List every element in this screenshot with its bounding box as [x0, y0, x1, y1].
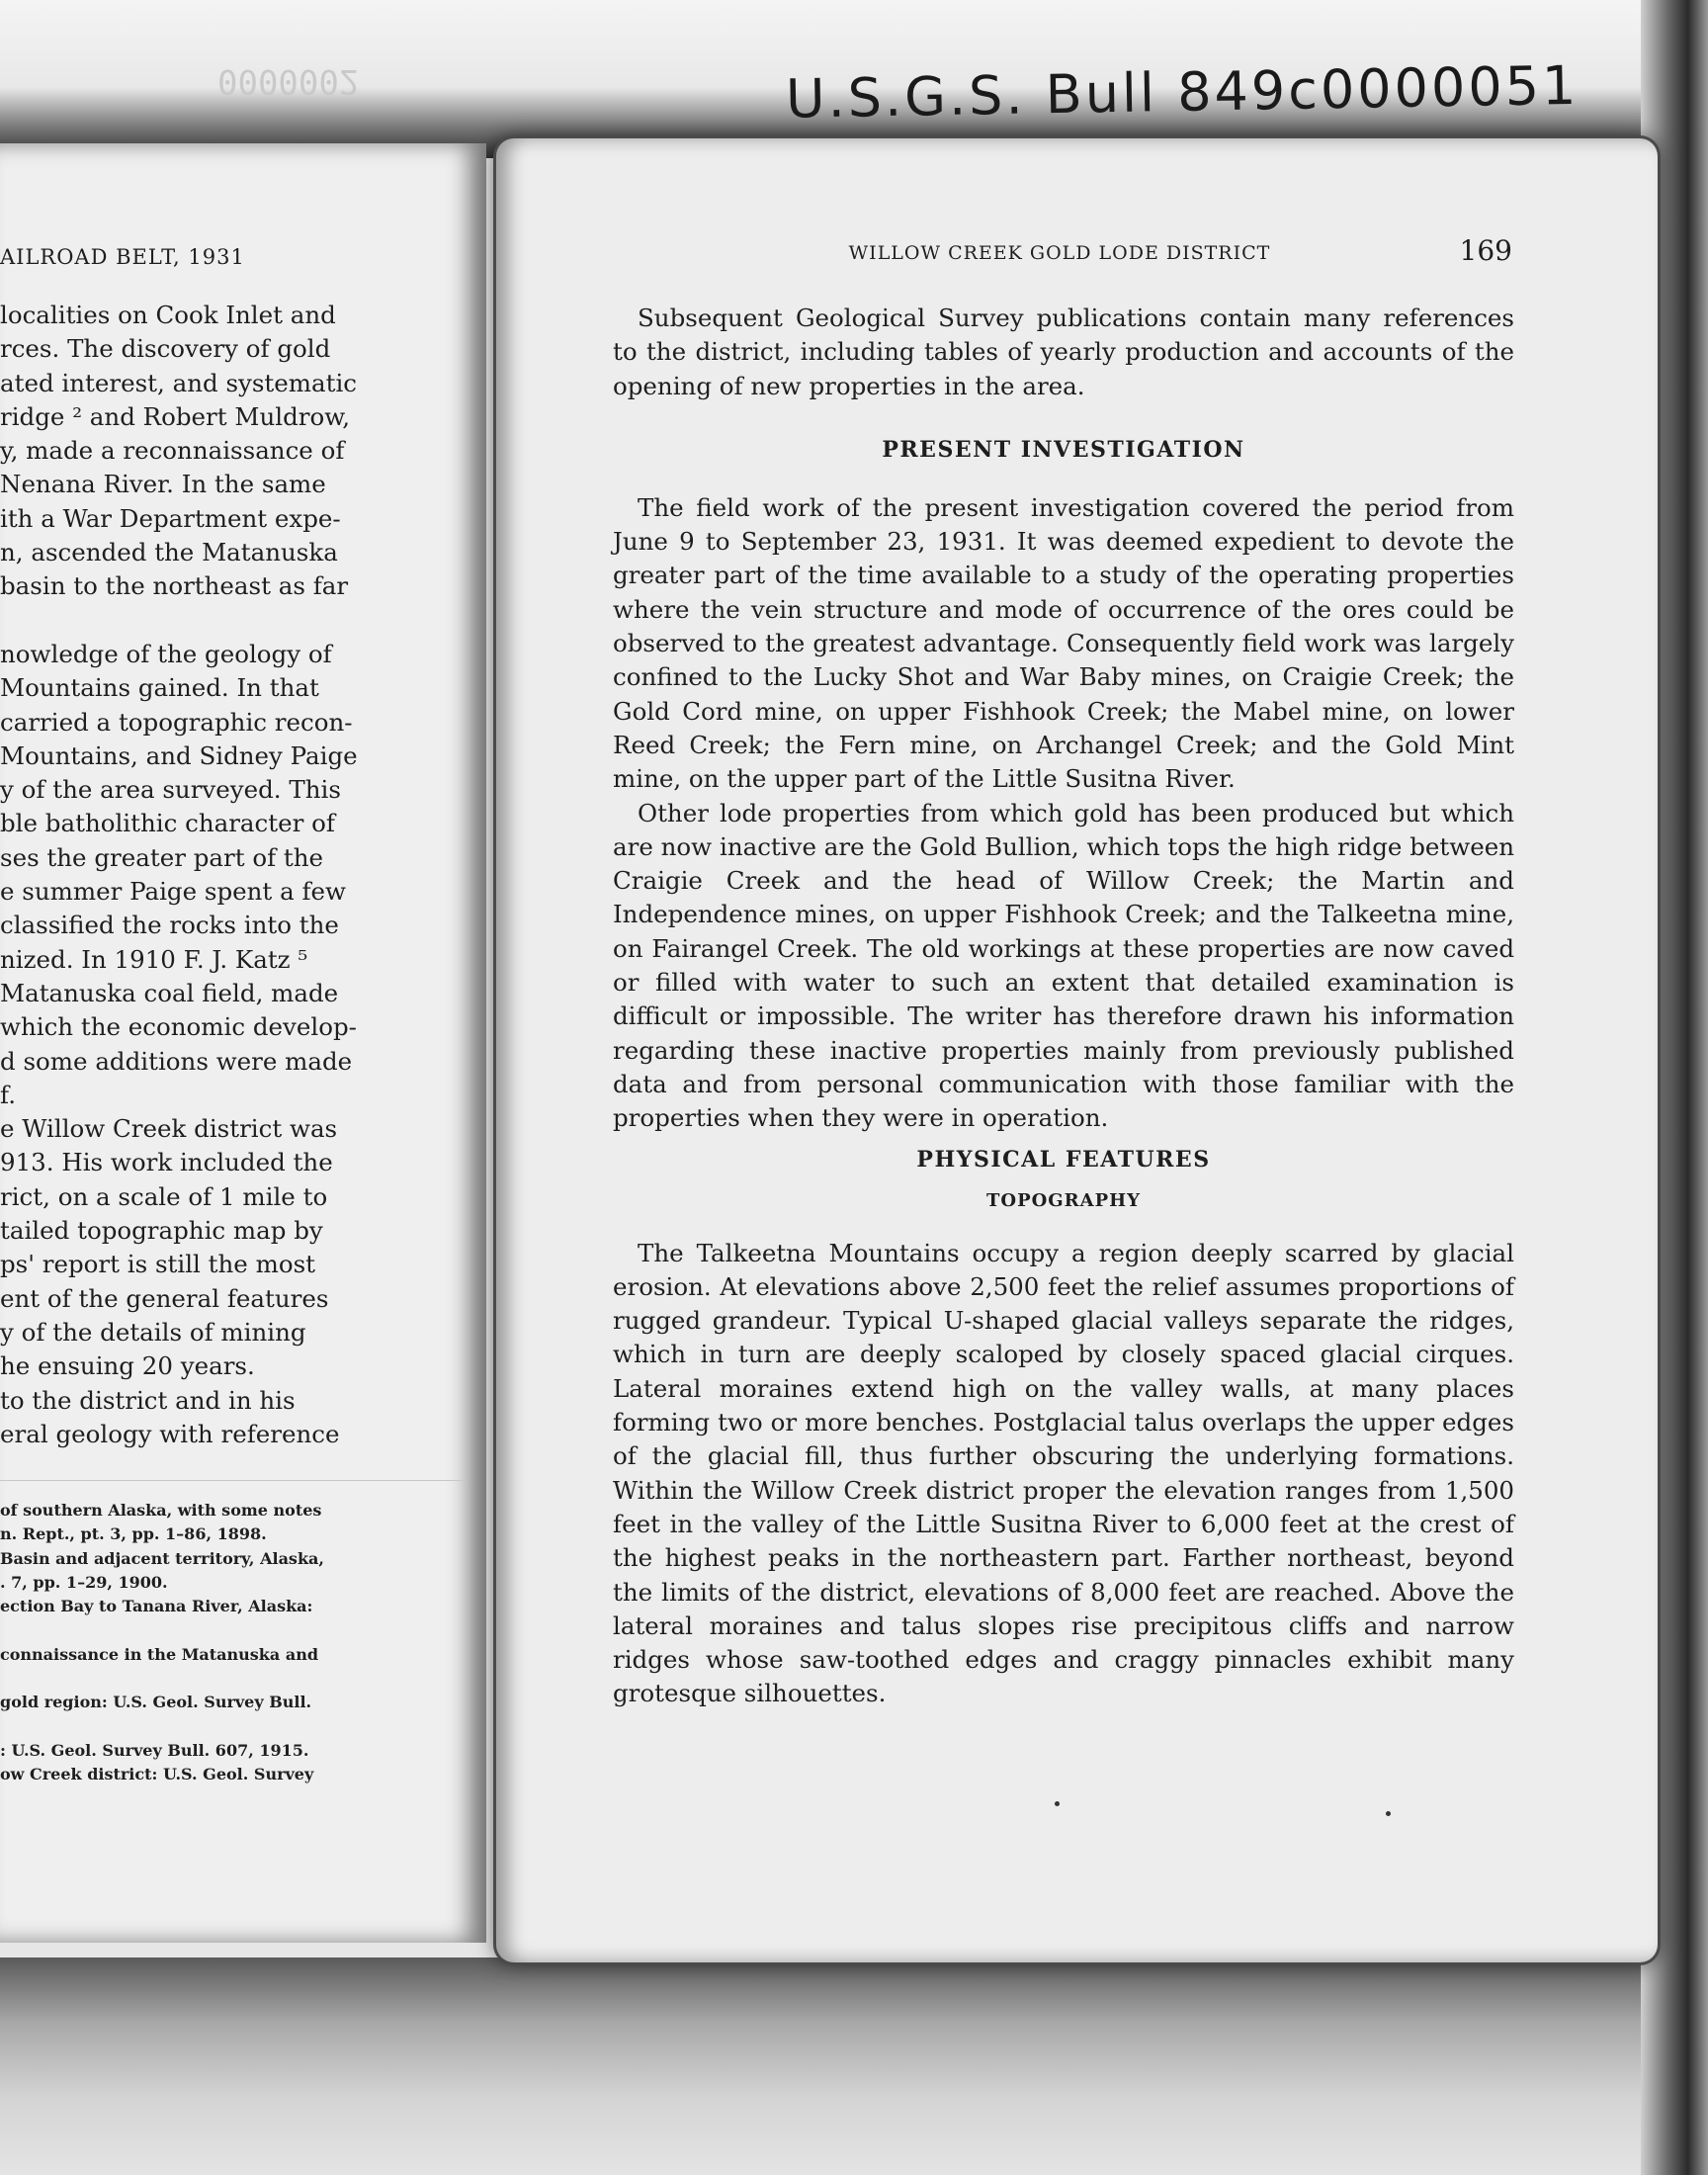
left-page-footnote-line: ow Creek district: U.S. Geol. Survey — [0, 1765, 314, 1784]
present-investigation-paragraph-1: The field work of the present investigation covered the period from June 9 to September 23, 1931. It was deemed expedient to devote the greater part of the time available to a study of the operating properties where the vein structure and mode of occurrence of the ores could be observed to the greatest advantage. Consequently field work was largely confined to the Lucky Shot and War Baby mines, on Craigie Creek; the Gold Cord mine, on upper Fishhook Creek; the Mabel mine, on lower Reed Creek; the Fern mine, on Archangel Creek; and the Gold Mint mine, on the upper part of the Little Susitna River. — [613, 492, 1514, 794]
left-page-line: basin to the northeast as far — [0, 571, 349, 601]
left-page-footnote-line: of southern Alaska, with some notes — [0, 1501, 322, 1520]
left-page-text — [0, 299, 474, 1451]
left-page-line: ated interest, and systematic — [0, 368, 358, 397]
left-page-line: Mountains, and Sidney Paige — [0, 740, 358, 770]
left-page-line: ps' report is still the most — [0, 1250, 315, 1279]
left-page-line: y of the details of mining — [0, 1317, 306, 1347]
footnote-rule — [0, 1480, 465, 1481]
left-page-footnote-line — [0, 1717, 474, 1741]
section-heading-physical-features: PHYSICAL FEATURES — [916, 1146, 1211, 1173]
intro-paragraph: Subsequent Geological Survey publications contain many references to the district, including tables of yearly production and accounts of the opening of new properties in the area. — [613, 304, 1514, 400]
left-page-line: which the economic develop- — [0, 1012, 357, 1042]
left-page-footnote-line: connaissance in the Matanuska and — [0, 1644, 319, 1664]
section-heading-present-investigation: PRESENT INVESTIGATION — [882, 436, 1245, 463]
left-page-footnote-line: gold region: U.S. Geol. Survey Bull. — [0, 1693, 312, 1712]
left-page-footnote-line: Basin and adjacent territory, Alaska, — [0, 1548, 324, 1568]
right-page — [496, 138, 1658, 1962]
left-page-line: d some additions were made — [0, 1046, 353, 1076]
left-page-line: rict, on a scale of 1 mile to — [0, 1181, 328, 1211]
left-page-line: Matanuska coal field, made — [0, 978, 339, 1007]
right-page-body — [613, 302, 1514, 1711]
left-page-line — [0, 604, 474, 638]
left-page-line: Nenana River. In the same — [0, 470, 326, 499]
left-page-line: tailed topographic map by — [0, 1216, 323, 1246]
left-page-line: carried a topographic recon- — [0, 707, 353, 737]
left-page-line: eral geology with reference — [0, 1419, 340, 1448]
left-page-line: rces. The discovery of gold — [0, 334, 331, 364]
left-page — [0, 143, 486, 1943]
left-page-footnote-line: : U.S. Geol. Survey Bull. 607, 1915. — [0, 1740, 309, 1760]
left-page-line: n, ascended the Matanuska — [0, 538, 338, 567]
present-investigation-paragraph-2: Other lode properties from which gold has been produced but which are now inactive are the Gold Bullion, which tops the high ridge between Craigie Creek and the head of Willow Creek; the Martin and Independence mines, on upper Fishhook Creek; and the Talkeetna mine, on Fairangel Creek. The old workings at these properties are now caved or filled with water to such an extent that detailed examination is difficult or impossible. The writer has therefore drawn his information regarding these inactive properties mainly from previously published data and from personal communication with those familiar with the properties when they were in operation. — [613, 798, 1514, 1133]
left-page-footnote-line: . 7, pp. 1–29, 1900. — [0, 1572, 168, 1592]
handwritten-bulletin: U.S.G.S. Bull 849c — [785, 58, 1322, 130]
left-page-footnotes — [0, 1501, 474, 1789]
right-running-head: WILLOW CREEK GOLD LODE DISTRICT — [848, 242, 1271, 264]
scan-bottom-shadow — [0, 1958, 1708, 2175]
left-page-footnote-line: ection Bay to Tanana River, Alaska: — [0, 1597, 313, 1616]
ghost-stamp: 0000002 — [217, 61, 360, 101]
left-page-line: f. — [0, 1080, 16, 1109]
left-page-line: Mountains gained. In that — [0, 673, 319, 703]
left-page-line: ses the greater part of the — [0, 842, 324, 872]
left-page-line: nowledge of the geology of — [0, 639, 332, 668]
left-page-line: ith a War Department expe- — [0, 503, 341, 533]
left-page-line: to the district and in his — [0, 1385, 296, 1415]
speck — [1386, 1811, 1391, 1816]
subsection-heading-topography: TOPOGRAPHY — [986, 1189, 1141, 1211]
left-page-line: classified the rocks into the — [0, 911, 339, 940]
speck — [1055, 1801, 1060, 1806]
left-page-line: he ensuing 20 years. — [0, 1351, 255, 1381]
left-page-footnote-line — [0, 1620, 474, 1644]
left-page-line: e summer Paige spent a few — [0, 877, 346, 907]
left-running-head: AILROAD BELT, 1931 — [0, 245, 245, 269]
topography-paragraph: The Talkeetna Mountains occupy a region deeply scarred by glacial erosion. At elevations above 2,500 feet the relief assumes proportions of rugged grandeur. Typical U-shaped glacial valleys separate the ridges, which in turn are deeply scaloped by closely spaced glacial cirques. Lateral moraines extend high on the valley walls, at many places forming two or more benches. Postglacial talus overlaps the upper edges of the glacial fill, thus further obscuring the underlying formations. Within the Willow Creek district proper the elevation ranges from 1,500 feet in the valley of the Little Susitna River to 6,000 feet at the crest of the highest peaks in the northeastern part. Farther northeast, beyond the limits of the district, elevations of 8,000 feet are reached. Above the lateral moraines and talus slopes rise precipitous cliffs and narrow ridges whose saw-toothed edges and craggy pinnacles exhibit many grotesque silhouettes. — [613, 1238, 1514, 1708]
left-page-line: y of the area surveyed. This — [0, 775, 341, 805]
stamp-number: 0000051 — [1320, 53, 1580, 122]
left-page-line: y, made a reconnaissance of — [0, 436, 345, 466]
left-page-line: localities on Cook Inlet and — [0, 301, 336, 329]
left-page-line: ridge ² and Robert Muldrow, — [0, 401, 351, 431]
left-page-line: nized. In 1910 F. J. Katz ⁵ — [0, 944, 308, 974]
page-number: 169 — [1459, 234, 1512, 267]
handwritten-label — [785, 53, 1580, 137]
left-page-line: e Willow Creek district was — [0, 1114, 338, 1144]
left-page-line: ent of the general features — [0, 1283, 329, 1313]
left-page-line: 913. His work included the — [0, 1148, 333, 1177]
left-page-footnote-line: n. Rept., pt. 3, pp. 1–86, 1898. — [0, 1524, 267, 1544]
left-page-line: ble batholithic character of — [0, 809, 335, 838]
left-page-footnote-line — [0, 1669, 474, 1693]
